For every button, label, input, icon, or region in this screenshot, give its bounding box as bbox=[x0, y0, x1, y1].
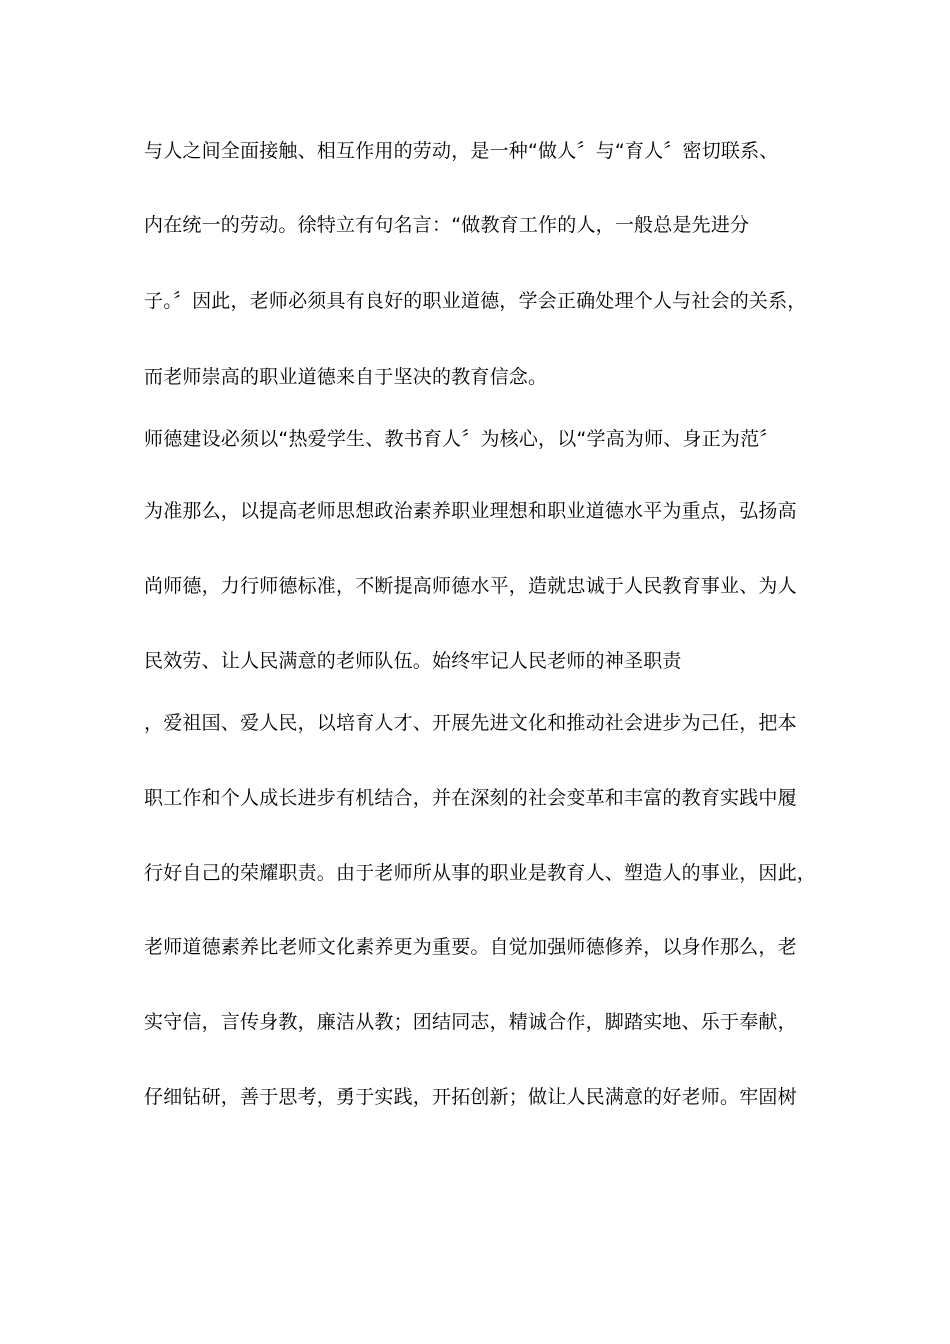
text-line: 职工作和个人成长进步有机结合，并在深刻的社会变革和丰富的教育实践中履 bbox=[144, 787, 797, 809]
text-line: 内在统一的劳动。徐特立有句名言：“做教育工作的人，一般总是先进分 bbox=[144, 214, 750, 236]
text-line: 为准那么，以提高老师思想政治素养职业理想和职业道德水平为重点，弘扬高 bbox=[144, 500, 797, 522]
text-line: 子。〞因此，老师必须具有良好的职业道德，学会正确处理个人与社会的关系， bbox=[144, 290, 807, 312]
text-line: 仔细钻研，善于思考，勇于实践，开拓创新；做让人民满意的好老师。牢固树 bbox=[144, 1086, 797, 1108]
text-line: 师德建设必须以“热爱学生、教书育人〞为核心，以“学高为师、身正为范〞 bbox=[144, 428, 779, 450]
text-line: 民效劳、让人民满意的老师队伍。始终牢记人民老师的神圣职责 bbox=[144, 650, 682, 672]
text-line: 与人之间全面接触、相互作用的劳动，是一种“做人〞与“育人〞密切联系、 bbox=[144, 140, 779, 162]
text-line: 老师道德素养比老师文化素养更为重要。自觉加强师德修养，以身作那么，老 bbox=[144, 936, 797, 958]
text-line: 尚师德，力行师德标准，不断提高师德水平，造就忠诚于人民教育事业、为人 bbox=[144, 575, 797, 597]
text-line: 而老师崇高的职业道德来自于坚决的教育信念。 bbox=[144, 366, 548, 388]
text-line: ，爱祖国、爱人民，以培育人才、开展先进文化和推动社会进步为己任，把本 bbox=[144, 712, 797, 734]
text-line: 实守信，言传身教，廉洁从教；团结同志，精诚合作，脚踏实地、乐于奉献， bbox=[144, 1011, 797, 1033]
text-line: 行好自己的荣耀职责。由于老师所从事的职业是教育人、塑造人的事业，因此， bbox=[144, 862, 817, 884]
